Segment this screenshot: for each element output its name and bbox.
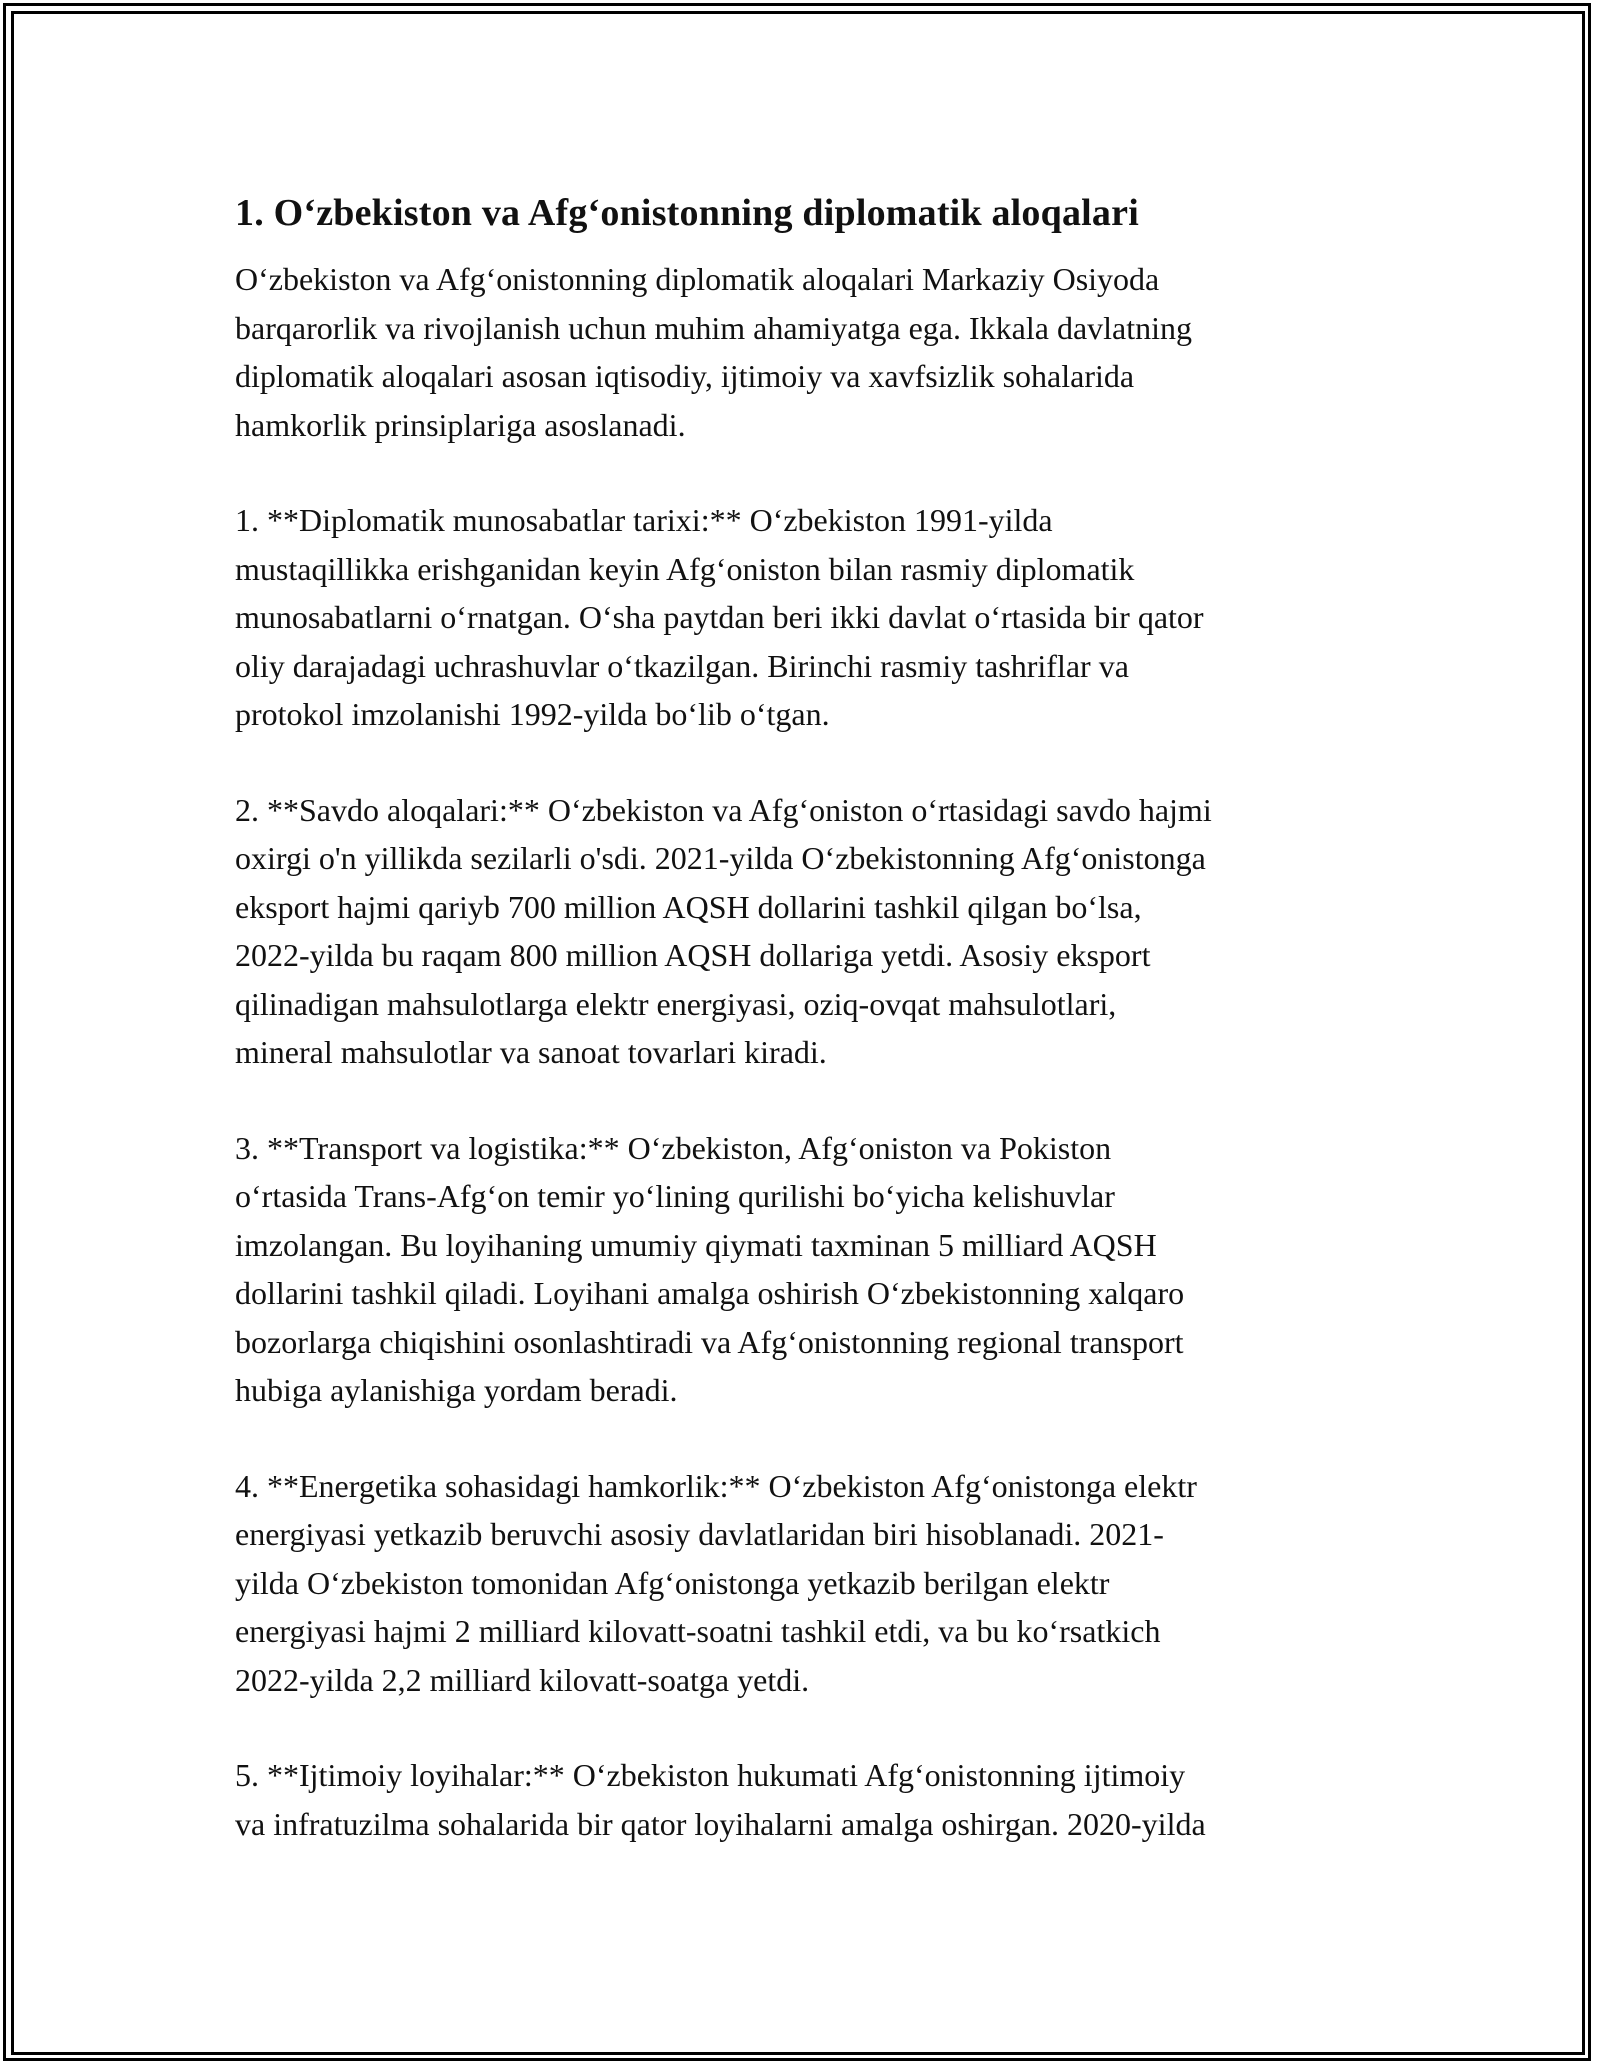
paragraph-diplomatic-history: 1. **Diplomatik munosabatlar tarixi:** O‘zbekiston 1991-yilda mustaqillikka erishganidan keyin Afg‘oniston bilan rasmiy diplomatik munosabatlarni o‘rnatgan. O‘sha paytdan beri ikki davlat o‘rtasida bir qator oliy darajadagi uchrashuvlar o‘tkazilgan. Birinchi rasmiy tashriflar va protokol imzolanishi 1992-yilda bo‘lib o‘tgan. — [235, 502, 1204, 732]
section-heading: 1. O‘zbekiston va Afg‘onistonning diplomatik aloqalari — [235, 192, 1139, 234]
document-body — [235, 185, 1385, 1848]
paragraph-social-projects: 5. **Ijtimoiy loyihalar:** O‘zbekiston hukumati Afg‘onistonning ijtimoiy va infratuzilma sohalarida bir qator loyihalarni amalga oshirgan. 2020-yilda — [235, 1757, 1206, 1842]
paragraph-transport-logistics: 3. **Transport va logistika:** O‘zbekiston, Afg‘oniston va Pokiston o‘rtasida Trans-Afg‘on temir yo‘lining qurilishi bo‘yicha kelishuvlar imzolangan. Bu loyihaning umumiy qiymati taxminan 5 milliard AQSH dollarini tashkil qiladi. Loyihani amalga oshirish O‘zbekistonning xalqaro bozorlarga chiqishini osonlashtiradi va Afg‘onistonning regional transport hubiga aylanishiga yordam beradi. — [235, 1129, 1185, 1408]
paragraph-trade-relations: 2. **Savdo aloqalari:** O‘zbekiston va Afg‘oniston o‘rtasidagi savdo hajmi oxirgi o'n yillikda sezilarli o'sdi. 2021-yilda O‘zbekistonning Afg‘onistonga eksport hajmi qariyb 700 million AQSH dollarini tashkil qilgan bo‘lsa, 2022-yilda bu raqam 800 million AQSH dollariga yetdi. Asosiy eksport qilinadigan mahsulotlarga elektr energiyasi, oziq-ovqat mahsulotlari, mineral mahsulotlar va sanoat tovarlari kiradi. — [235, 791, 1212, 1070]
paragraph-energy-cooperation: 4. **Energetika sohasidagi hamkorlik:** O‘zbekiston Afg‘onistonga elektr energiyasi yetkazib beruvchi asosiy davlatlaridan biri hisoblanadi. 2021- yilda O‘zbekiston tomonidan Afg‘onistonga yetkazib berilgan elektr energiyasi hajmi 2 milliard kilovatt-soatni tashkil etdi, va bu ko‘rsatkich 2022-yilda 2,2 milliard kilovatt-soatga yetdi. — [235, 1467, 1197, 1698]
intro-paragraph: O‘zbekiston va Afg‘onistonning diplomatik aloqalari Markaziy Osiyoda barqarorlik va rivojlanish uchun muhim ahamiyatga ega. Ikkala davlatning diplomatik aloqalari asosan iqtisodiy, ijtimoiy va xavfsizlik sohalarida hamkorlik prinsiplariga asoslanadi. — [235, 261, 1193, 443]
